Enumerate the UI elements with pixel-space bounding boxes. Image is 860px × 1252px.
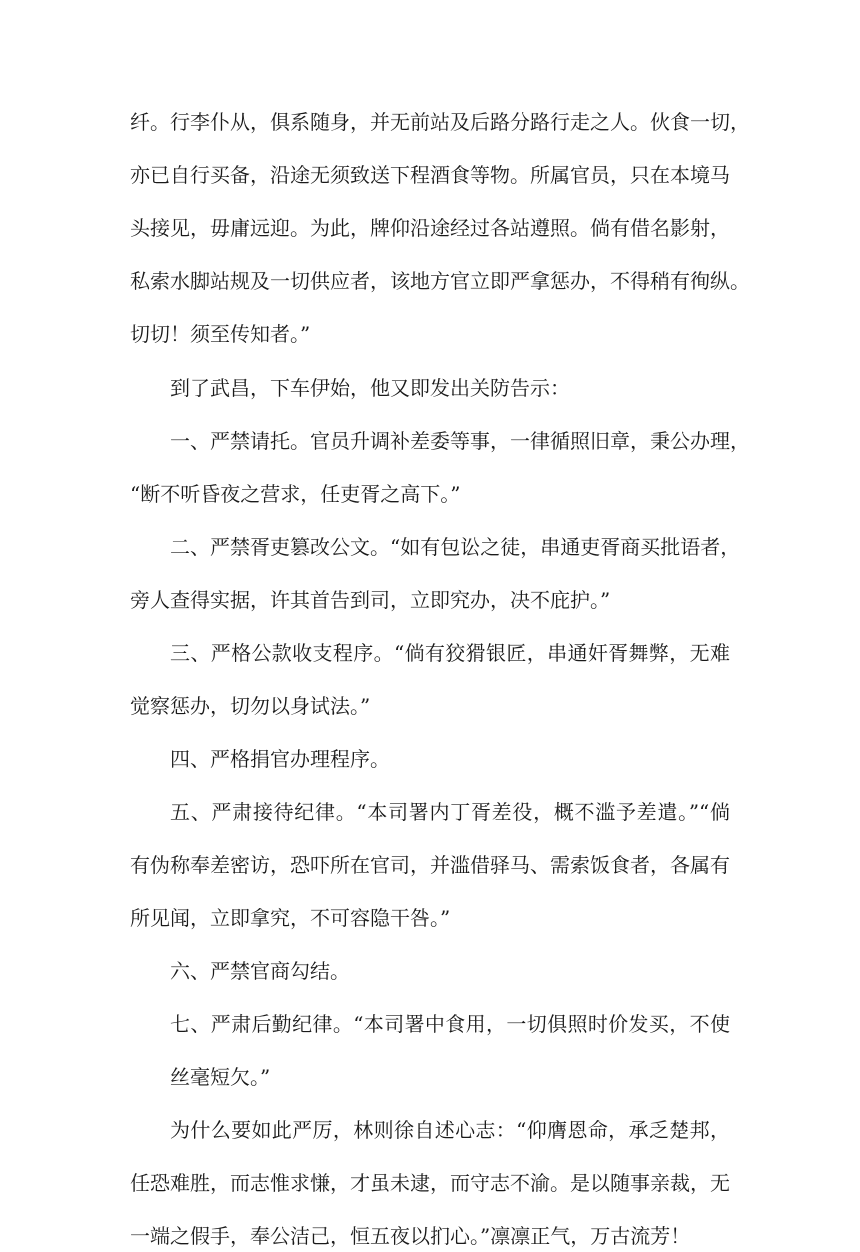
list-item-6: 六、严禁官商勾结。 bbox=[170, 959, 350, 983]
text-line: 纤。行李仆从，俱系随身，并无前站及后路分路行走之人。伙食一切， bbox=[130, 110, 750, 134]
text-line: 有伪称奉差密访，恐吓所在官司，并滥借驿马、需索饭食者，各属有 bbox=[130, 853, 730, 877]
text-line: 一端之假手，奉公洁己，恒五夜以扪心。”凛凛正气，万古流芳！ bbox=[130, 1224, 691, 1248]
text-line: 亦已自行买备，沿途无须致送下程酒食等物。所属官员，只在本境马 bbox=[130, 163, 730, 187]
text-line: 头接见，毋庸远迎。为此，牌仰沿途经过各站遵照。倘有借名影射， bbox=[130, 216, 730, 240]
text-line: 所见闻，立即拿究，不可容隐干咎。” bbox=[130, 906, 451, 930]
list-item-1: 一、严禁请托。官员升调补差委等事，一律循照旧章，秉公办理， bbox=[170, 429, 750, 453]
text-line: 任恐难胜，而志惟求慊，才虽未逮，而守志不渝。是以随事亲裁，无 bbox=[130, 1171, 730, 1195]
text-line: 丝毫短欠。” bbox=[170, 1065, 271, 1089]
text-line: 私索水脚站规及一切供应者，该地方官立即严拿惩办，不得稍有徇纵。 bbox=[130, 269, 750, 293]
list-item-2: 二、严禁胥吏篡改公文。“如有包讼之徒，串通吏胥商买批语者， bbox=[170, 535, 741, 559]
text-line: “断不听昏夜之营求，任吏胥之高下。” bbox=[130, 482, 461, 506]
list-item-7: 七、严肃后勤纪律。“本司署中食用，一切俱照时价发买，不使 bbox=[170, 1012, 730, 1036]
text-line: 旁人查得实据，许其首告到司，立即究办，决不庇护。” bbox=[130, 588, 611, 612]
list-item-3: 三、严格公款收支程序。“倘有狡猾银匠，串通奸胥舞弊，无难 bbox=[170, 641, 730, 665]
text-line: 觉察惩办，切勿以身试法。” bbox=[130, 694, 371, 718]
paragraph-start: 到了武昌，下车伊始，他又即发出关防告示： bbox=[170, 376, 570, 400]
list-item-5: 五、严肃接待纪律。“本司署内丁胥差役，概不滥予差遣。”“倘 bbox=[170, 800, 730, 824]
list-item-4: 四、严格捐官办理程序。 bbox=[170, 747, 390, 771]
paragraph-start: 为什么要如此严厉，林则徐自述心志：“仰膺恩命，承乏楚邦， bbox=[170, 1118, 730, 1142]
text-line: 切切！须至传知者。” bbox=[130, 322, 311, 346]
